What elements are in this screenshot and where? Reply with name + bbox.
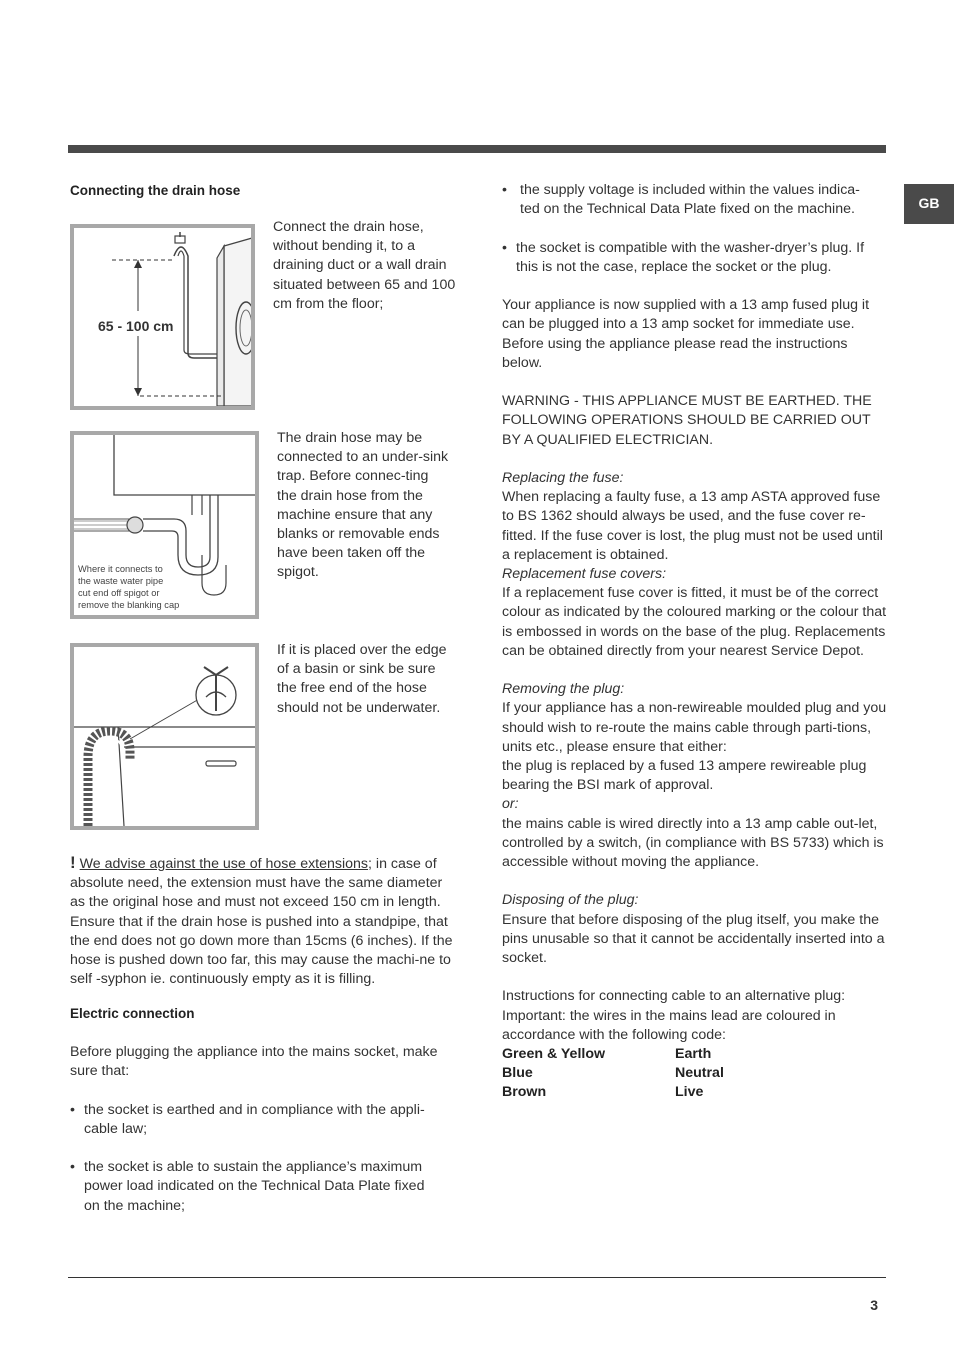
plug-intro: Your appliance is now supplied with a 13 amp fused plug it can be plugged into a 13 amp socket for immediate use. Before using the appliance please read the instructions below. [502, 297, 870, 371]
header-rule [68, 145, 886, 153]
basin-edge-text: If it is placed over the edge of a basin or sink be sure the free end of the hose should not be underwater. [277, 642, 447, 716]
wall-drain-figure [70, 224, 255, 410]
wire-function: Live [675, 1084, 704, 1101]
fuse-covers-title: Replacement fuse covers: [502, 566, 667, 582]
basin-edge-figure [70, 643, 259, 830]
or-label: or: [502, 796, 519, 813]
footer-rule [68, 1277, 886, 1278]
trap-caption-line: Where it connects to [78, 564, 163, 574]
alt-plug-line: Instructions for connecting cable to an alternative plug: [502, 988, 846, 1005]
right-column [502, 181, 888, 1103]
electric-section [70, 1043, 460, 1216]
under-sink-text: The drain hose may be connected to an under-sink trap. Before connec-ting the drain hose from the machine ensure that any blanks or removable ends have been taken off the spigot. [277, 430, 449, 581]
bullet-text: the supply voltage is included within the values indica-ted on the Technical Data Plate fixed on the machine. [520, 182, 860, 218]
language-tab: GB [904, 184, 954, 224]
removing-option-2: the mains cable is wired directly into a 13 amp cable out-let, controlled by a switch, (in compliance with BS 5733) which is accessible without moving the appliance. [502, 815, 884, 871]
replacing-fuse-text: When replacing a faulty fuse, a 13 amp ASTA approved fuse to BS 1362 should always be used, and the fuse cover re-fitted. If the fuse cover is lost, the plug must not be used until a replacement is obtained. [502, 489, 883, 563]
fuse-covers-text: If a replacement fuse cover is fitted, it must be of the correct colour as indicated by the coloured marking or the colour that is embossed in words on the base of the plug. Replacements can be obtained directly from your nearest Service Depot. [502, 585, 887, 659]
wire-colour-table [502, 1045, 888, 1103]
bullet-item: • the socket is earthed and in compliance with the appli-cable law; [70, 1101, 460, 1139]
wire-function: Earth [675, 1046, 712, 1063]
under-sink-trap-figure [70, 431, 259, 619]
wire-colour: Brown [502, 1084, 547, 1101]
bullet-item: • the supply voltage is included within the values indica-ted on the Technical Data Plate fixed on the machine. [502, 181, 888, 219]
electric-intro: Before plugging the appliance into the mains socket, make sure that: [70, 1044, 438, 1080]
page-number: 3 [870, 1297, 878, 1313]
bullet-item: • the socket is able to sustain the appliance’s maximum power load indicated on the Technical Data Plate fixed on the machine; [70, 1158, 460, 1216]
disposing-plug-title: Disposing of the plug: [502, 892, 639, 909]
removing-plug-text: If your appliance has a non-rewireable moulded plug and you should wish to re-route the mains cable through parti-tions, units etc., please ensure that either: [502, 700, 887, 755]
important-line: Important: the wires in the mains lead are coloured in accordance with the following code: [502, 1007, 836, 1043]
warning-mark: ! [70, 853, 76, 872]
trap-caption [78, 563, 179, 611]
wire-function: Neutral [675, 1065, 724, 1082]
removing-option-1: the plug is replaced by a fused 13 ampere rewireable plug bearing the BSI mark of approval. [502, 758, 867, 794]
wire-colour: Blue [502, 1065, 533, 1082]
removing-plug-title: Removing the plug: [502, 681, 625, 698]
bullet-text: the socket is earthed and in compliance with the appli-cable law; [84, 1101, 425, 1137]
trap-caption-line: the waste water pipe [78, 576, 164, 586]
trap-caption-line: cut end off spigot or [78, 588, 160, 598]
bullet-item: • the socket is compatible with the washer-dryer’s plug. If this is not the case, replace the socket or the plug. [502, 239, 888, 277]
wall-drain-text: Connect the drain hose, without bending it, to a draining duct or a wall drain situated between 65 and 100 cm from the floor; [273, 219, 456, 312]
disposing-plug-text: Ensure that before disposing of the plug itself, you make the pins unusable so that it cannot be accidentally inserted into a socket. [502, 911, 885, 967]
earth-warning: WARNING - THIS APPLIANCE MUST BE EARTHED. THE FOLLOWING OPERATIONS SHOULD BE CARRIED OUT BY A QUALIFIED ELECTRICIAN. [502, 393, 872, 448]
height-range-label: 65 - 100 cm [98, 317, 174, 336]
bullet-text: the socket is able to sustain the appliance’s maximum power load indicated on the Technical Data Plate fixed on the machine; [84, 1159, 425, 1214]
trap-caption-line: remove the blanking cap [78, 600, 180, 610]
electric-heading: Electric connection [70, 1006, 195, 1021]
warning-rest: ; in case of absolute need, the extension must have the same diameter as the original hose and must not exceed 150 cm in length. Ensure that if the drain hose is pushed into a standpipe, that the end does not go down more than 15cms (6 inches). If the hose is pushed down too far, this may cause the machi-ne to self -syphon ie. continuously empty as it is filling. [70, 856, 453, 988]
drain-hose-heading: Connecting the drain hose [70, 183, 241, 198]
warning-underlined: We advise against the use of hose extensions [79, 856, 369, 872]
bullet-text: the socket is compatible with the washer-dryer’s plug. If this is not the case, replace the socket or the plug. [516, 239, 865, 275]
wire-colour: Green & Yellow [502, 1046, 606, 1063]
hose-extension-warning [70, 853, 460, 989]
replacing-fuse-title: Replacing the fuse: [502, 469, 624, 486]
